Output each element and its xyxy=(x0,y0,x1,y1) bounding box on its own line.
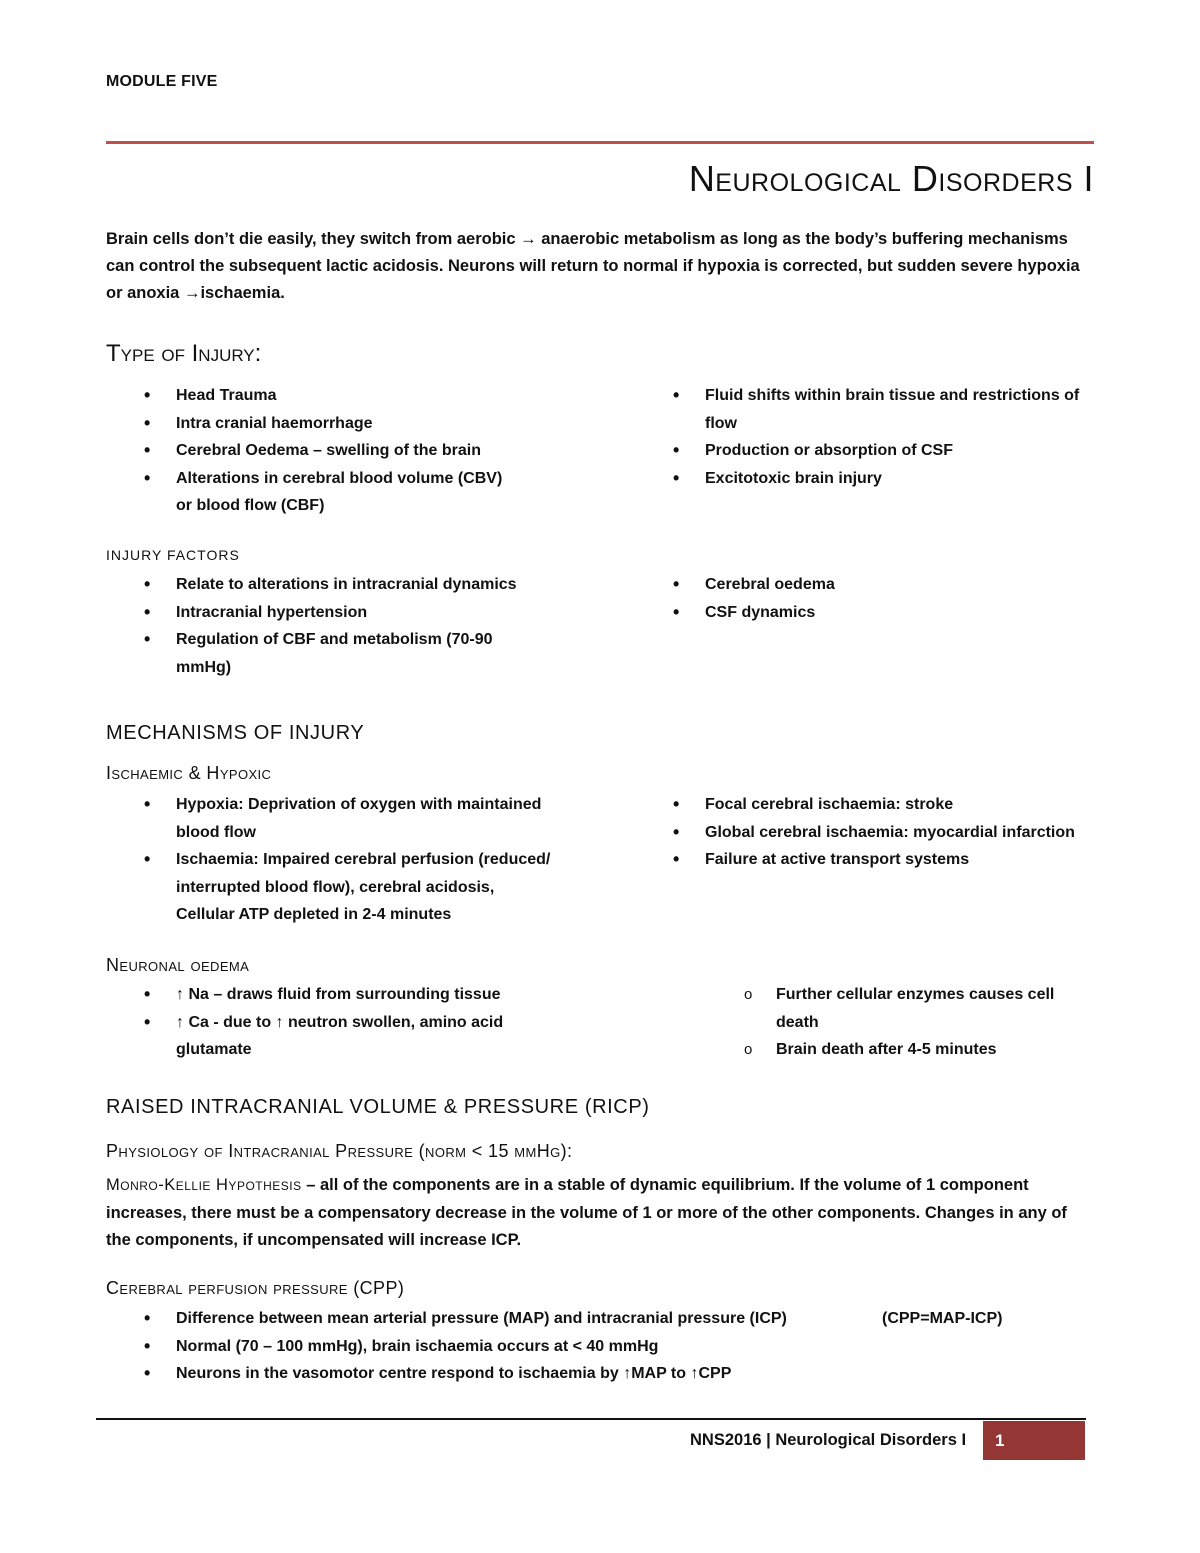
neuronal-list-left xyxy=(106,981,586,1064)
list-item: • Failure at active transport systems xyxy=(635,846,1105,874)
ischaemic-list-left xyxy=(106,791,586,929)
ischaemic-list-right xyxy=(635,791,1105,874)
icp-physiology-heading: Physiology of Intracranial Pressure (norm < 15 mmHg): xyxy=(106,1141,573,1161)
list-item: • Focal cerebral ischaemia: stroke xyxy=(635,791,1105,819)
list-item: • Hypoxia: Deprivation of oxygen with maintained blood flow xyxy=(106,791,576,846)
list-item: • Normal (70 – 100 mmHg), brain ischaemia occurs at < 40 mmHg xyxy=(106,1333,1096,1361)
list-item: • ↑ Na – draws fluid from surrounding tissue xyxy=(106,981,586,1009)
monro-kellie-paragraph xyxy=(106,1172,1096,1255)
cpp-formula: (CPP=MAP-ICP) xyxy=(882,1310,1003,1327)
page-title: Neurological Disorders I xyxy=(688,158,1094,199)
list-item: • Fluid shifts within brain tissue and restrictions of flow xyxy=(635,382,1095,437)
list-item: • Intra cranial haemorrhage xyxy=(106,410,576,438)
page-number: 1 xyxy=(983,1421,1085,1460)
neuronal-list-right xyxy=(706,981,1096,1064)
injury-factors-list-left xyxy=(106,571,576,681)
module-label: MODULE FIVE xyxy=(106,73,218,90)
list-item: • Excitotoxic brain injury xyxy=(635,465,1095,493)
list-item: • Alterations in cerebral blood volume (CBV) or blood flow (CBF) xyxy=(106,465,506,520)
cpp-heading: Cerebral perfusion pressure (CPP) xyxy=(106,1278,405,1298)
ricp-heading xyxy=(106,1096,650,1119)
intro-paragraph: Brain cells don’t die easily, they switch from aerobic → anaerobic metabolism as long as the body’s buffering mechanisms can control the subsequent lactic acidosis. Neurons will return to normal if hypoxia is corrected, but sudden severe hypoxia or anoxia →ischaemia. xyxy=(106,230,1080,302)
list-item: • Cerebral Oedema – swelling of the brain xyxy=(106,437,576,465)
list-item: • ↑ Ca - due to ↑ neutron swollen, amino acid glutamate xyxy=(106,1009,556,1064)
list-item: • Head Trauma xyxy=(106,382,576,410)
list-item: • Regulation of CBF and metabolism (70-90 mmHg) xyxy=(106,626,521,681)
ricp-heading-text: RAISED INTRACRANIAL VOLUME & PRESSURE (RICP) xyxy=(106,1096,650,1118)
neuronal-oedema-heading: Neuronal oedema xyxy=(106,955,250,975)
footer-text: NNS2016 | Neurological Disorders I xyxy=(690,1431,967,1449)
injury-factors-list-right xyxy=(635,571,1095,626)
list-item: • Cerebral oedema xyxy=(635,571,1095,599)
list-item: o Further cellular enzymes causes cell death xyxy=(706,981,1076,1036)
list-item: • Ischaemia: Impaired cerebral perfusion (reduced/ interrupted blood flow), cerebral acidosis, Cellular ATP depleted in 2-4 minutes xyxy=(106,846,556,929)
list-item: • Relate to alterations in intracranial dynamics xyxy=(106,571,576,599)
list-item: • Global cerebral ischaemia: myocardial infarction xyxy=(635,819,1105,847)
list-item: o Brain death after 4-5 minutes xyxy=(706,1036,1096,1064)
injury-factors-heading: INJURY FACTORS xyxy=(106,547,240,563)
list-item: • CSF dynamics xyxy=(635,599,1095,627)
list-item: • Production or absorption of CSF xyxy=(635,437,1095,465)
list-item: • Difference between mean arterial pressure (MAP) and intracranial pressure (ICP) xyxy=(106,1305,1096,1333)
type-of-injury-heading: Type of Injury: xyxy=(106,340,262,367)
list-item: • Intracranial hypertension xyxy=(106,599,576,627)
footer-rule xyxy=(96,1418,1086,1420)
monro-kellie-label: Monro-Kellie Hypothesis xyxy=(106,1176,302,1194)
list-item: • Neurons in the vasomotor centre respond to ischaemia by ↑MAP to ↑CPP xyxy=(106,1360,1096,1388)
type-of-injury-list-right xyxy=(635,382,1095,492)
ischaemic-hypoxic-heading: Ischaemic & Hypoxic xyxy=(106,763,272,783)
mechanisms-heading: MECHANISMS OF INJURY xyxy=(106,722,365,744)
header-rule xyxy=(106,141,1094,144)
monro-kellie-text: – all of the components are in a stable of dynamic equilibrium. If the volume of 1 component increases, there must be a compensatory decrease in the volume of 1 or more of the other components. Changes in any of the components, if uncompensated will increase ICP. xyxy=(106,1176,1067,1249)
type-of-injury-list-left xyxy=(106,382,576,520)
